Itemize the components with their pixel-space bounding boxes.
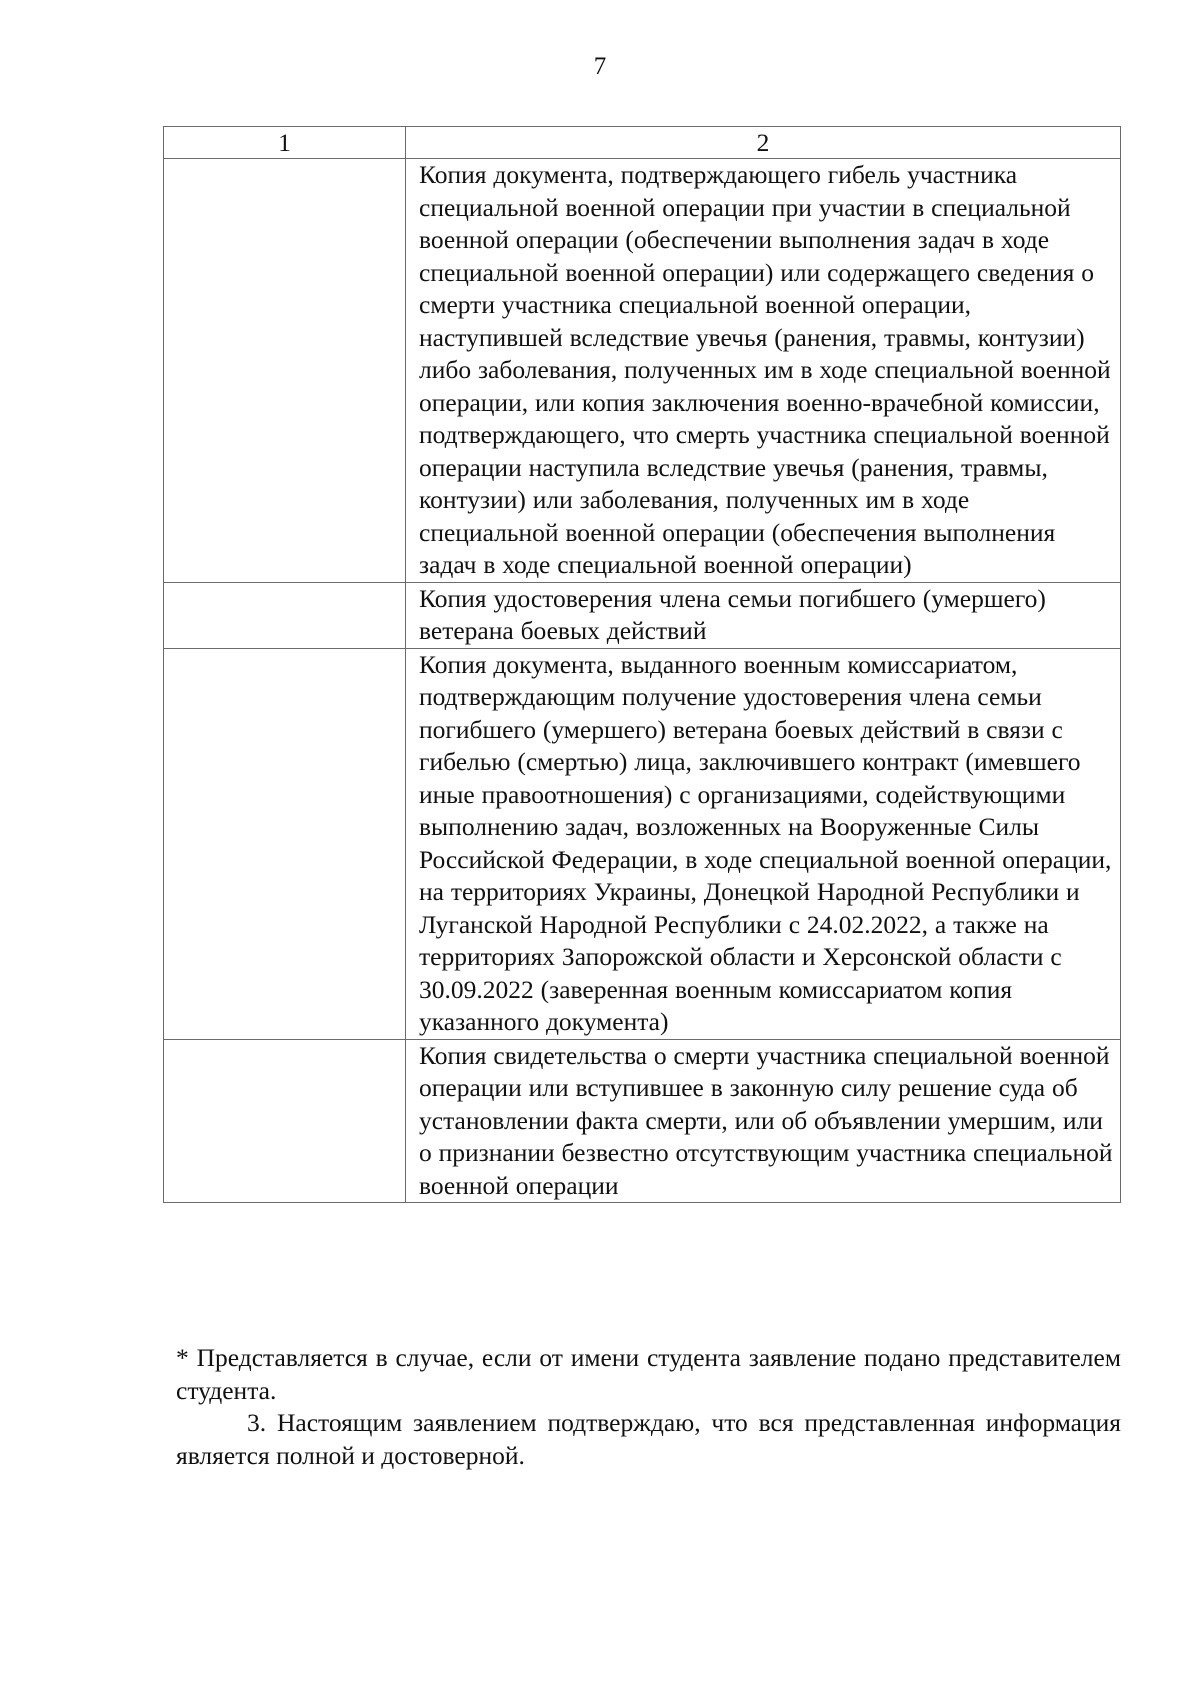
- page-number: 7: [593, 53, 607, 80]
- table-cell-empty: [164, 1039, 406, 1203]
- table-row: [164, 582, 1121, 648]
- table-row: [164, 159, 1121, 583]
- documents-table: [163, 126, 1121, 1203]
- table-header-cell: 2: [406, 127, 1121, 159]
- table-cell-empty: [164, 648, 406, 1039]
- table-cell-empty: [164, 582, 406, 648]
- table-cell-document: Копия удостоверения члена семьи погибшего (умершего) ветерана боевых действий: [406, 582, 1121, 648]
- footnote: * Представляется в случае, если от имени студента заявление подано представителем студента.: [176, 1343, 1121, 1405]
- table-row: [164, 648, 1121, 1039]
- table-header-cell: 1: [164, 127, 406, 159]
- table-row: [164, 1039, 1121, 1203]
- table-cell-document: Копия документа, выданного военным комиссариатом, подтверждающим получение удостоверения члена семьи погибшего (умершего) ветерана боевых действий в связи с гибелью (смертью) лица, заключившего контракт (имевшего иные правоотношения) с организациями, содействующими выполнению задач, возложенных на Вооруженные Силы Российской Федерации, в ходе специальной военной операции, на территориях Украины, Донецкой Народной Республики и Луганской Народной Республики с 24.02.2022, а также на территориях Запорожской области и Херсонской области с 30.09.2022 (заверенная военным комиссариатом копия указанного документа): [406, 648, 1121, 1039]
- table-cell-document: Копия документа, подтверждающего гибель участника специальной военной операции при участии в специальной военной операции (обеспечении выполнения задач в ходе специальной военной операции) или содержащего сведения о смерти участника специальной военной операции, наступившей вследствие увечья (ранения, травмы, контузии) либо заболевания, полученных им в ходе специальной военной операции, или копия заключения военно-врачебной комиссии, подтверждающего, что смерть участника специальной военной операции наступила вследствие увечья (ранения, травмы, контузии) или заболевания, полученных им в ходе специальной военной операции (обеспечения выполнения задач в ходе специальной военной операции): [406, 159, 1121, 583]
- paragraph-3: 3. Настоящим заявлением подтверждаю, что вся представленная информация является полной и достоверной.: [176, 1408, 1121, 1470]
- table-cell-empty: [164, 159, 406, 583]
- table-cell-document: Копия свидетельства о смерти участника специальной военной операции или вступившее в законную силу решение суда об установлении факта смерти, или об объявлении умершим, или о признании безвестно отсутствующим участника специальной военной операции: [406, 1039, 1121, 1203]
- table-header-row: [164, 127, 1121, 159]
